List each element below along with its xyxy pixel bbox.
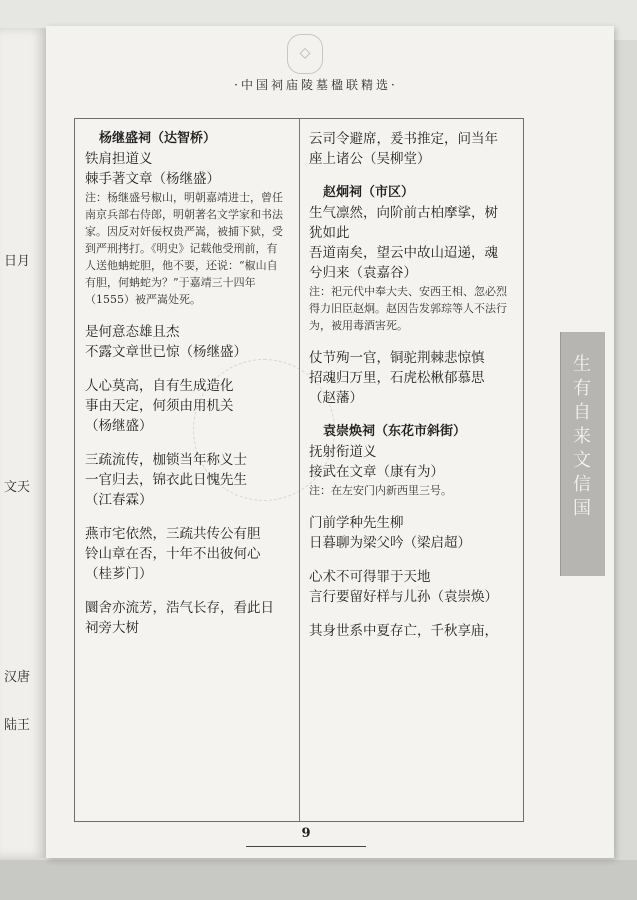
couplet-line: 事由天定，何须由用机关 bbox=[85, 398, 234, 414]
side-tab bbox=[560, 332, 605, 576]
left-page-fragment: 文天 bbox=[4, 480, 31, 495]
couplet-line: 圜舍亦流芳，浩气长存，看此日祠旁大树 bbox=[85, 600, 274, 636]
entry-note: 注：祀元代中奉大夫、安西王相、忽必烈得力旧臣赵炯。赵因告发郭琮等人不法行为，被用毒酒害死。 bbox=[309, 285, 507, 332]
spacer bbox=[309, 607, 509, 621]
left-page-fragment: 汉唐 bbox=[4, 670, 31, 685]
content-frame bbox=[74, 118, 524, 822]
couplet-line: 云司令避席，爰书推定，问当年座上诸公（吴柳堂） bbox=[309, 131, 498, 167]
book-page bbox=[46, 26, 614, 858]
entry-title: 赵炯祠（市区） bbox=[323, 185, 415, 200]
entry-note: 注：在左安门内新西里三号。 bbox=[309, 484, 452, 497]
spacer bbox=[85, 362, 285, 376]
entry-note: 注：杨继盛号椒山，明朝嘉靖进士，曾任南京兵部右侍郎，明朝著名文学家和书法家。因反对奸佞权贵严嵩，被捕下狱，受到严刑拷打。《明史》记载他受刑前，有人送他蚺蛇胆，他不要，还说：“椒山自有胆，何蚺蛇为？”于嘉靖三十四年（1555）被严嵩处死。 bbox=[85, 191, 283, 306]
entry-title: 袁崇焕祠（东花市斜街） bbox=[323, 424, 467, 439]
couplet-line: 日暮聊为梁父吟（梁启超） bbox=[309, 535, 471, 551]
couplet-line: 三疏流传，枷锁当年称义士 bbox=[85, 452, 247, 468]
couplet-line: 一官归去，锦衣此日愧先生 bbox=[85, 472, 247, 488]
couplet-line: 铁肩担道义 bbox=[85, 151, 153, 167]
couplet-line: 招魂归万里，石虎松楸郁慕思 bbox=[309, 370, 485, 386]
couplet-line: 是何意态雄且杰 bbox=[85, 324, 180, 340]
couplet-line: （江春霖） bbox=[85, 492, 153, 508]
couplet-line: 其身世系中夏存亡，千秋享庙， bbox=[309, 623, 498, 639]
left-page-fragment: 陆王 bbox=[4, 718, 31, 733]
spacer bbox=[309, 334, 509, 348]
spacer bbox=[85, 510, 285, 524]
spacer bbox=[85, 308, 285, 322]
running-header: ·中国祠庙陵墓楹联精选· bbox=[234, 78, 398, 92]
couplet-line: 言行要留好样与儿孙（袁崇焕） bbox=[309, 589, 498, 605]
couplet-line: （杨继盛） bbox=[85, 418, 153, 434]
couplet-line: 吾道南矣，望云中故山迢递，魂兮归来（袁嘉谷） bbox=[309, 245, 498, 281]
spacer bbox=[85, 584, 285, 598]
page-number-rule bbox=[246, 846, 366, 847]
left-page-fragment: 日月 bbox=[4, 254, 31, 269]
side-tab-label: 生有自来文信国 bbox=[570, 354, 591, 522]
couplet-line: 仗节殉一官，铜驼荆棘悲惊慎 bbox=[309, 350, 485, 366]
couplet-line: 生气凛然，向阶前古柏摩挲，树犹如此 bbox=[309, 205, 498, 241]
couplet-line: 人心莫高，自有生成造化 bbox=[85, 378, 234, 394]
couplet-line: 不露文章世已惊（杨继盛） bbox=[85, 344, 247, 360]
right-text-column bbox=[309, 129, 509, 641]
spacer bbox=[309, 553, 509, 567]
left-text-column bbox=[85, 129, 285, 638]
page-number: 9 bbox=[301, 826, 311, 841]
background-bottom bbox=[0, 860, 637, 900]
couplet-line: 棘手著文章（杨继盛） bbox=[85, 171, 220, 187]
spacer bbox=[309, 499, 509, 513]
previous-page-edge bbox=[0, 28, 48, 858]
column-divider bbox=[299, 119, 300, 821]
couplet-line: （桂芗门） bbox=[85, 566, 153, 582]
header-emblem-icon: ◇ bbox=[287, 34, 323, 74]
couplet-line: 燕市宅依然，三疏共传公有胆 bbox=[85, 526, 261, 542]
couplet-line: 铃山章在否，十年不出彼何心 bbox=[85, 546, 261, 562]
spacer bbox=[309, 408, 509, 422]
couplet-line: 门前学种先生柳 bbox=[309, 515, 404, 531]
spacer bbox=[309, 169, 509, 183]
couplet-line: （赵藩） bbox=[309, 390, 363, 406]
couplet-line: 心术不可得罪于天地 bbox=[309, 569, 431, 585]
couplet-line: 接武在文章（康有为） bbox=[309, 464, 444, 480]
entry-title: 杨继盛祠（达智桥） bbox=[99, 131, 217, 146]
spacer bbox=[85, 436, 285, 450]
couplet-line: 抚射衔道义 bbox=[309, 444, 377, 460]
